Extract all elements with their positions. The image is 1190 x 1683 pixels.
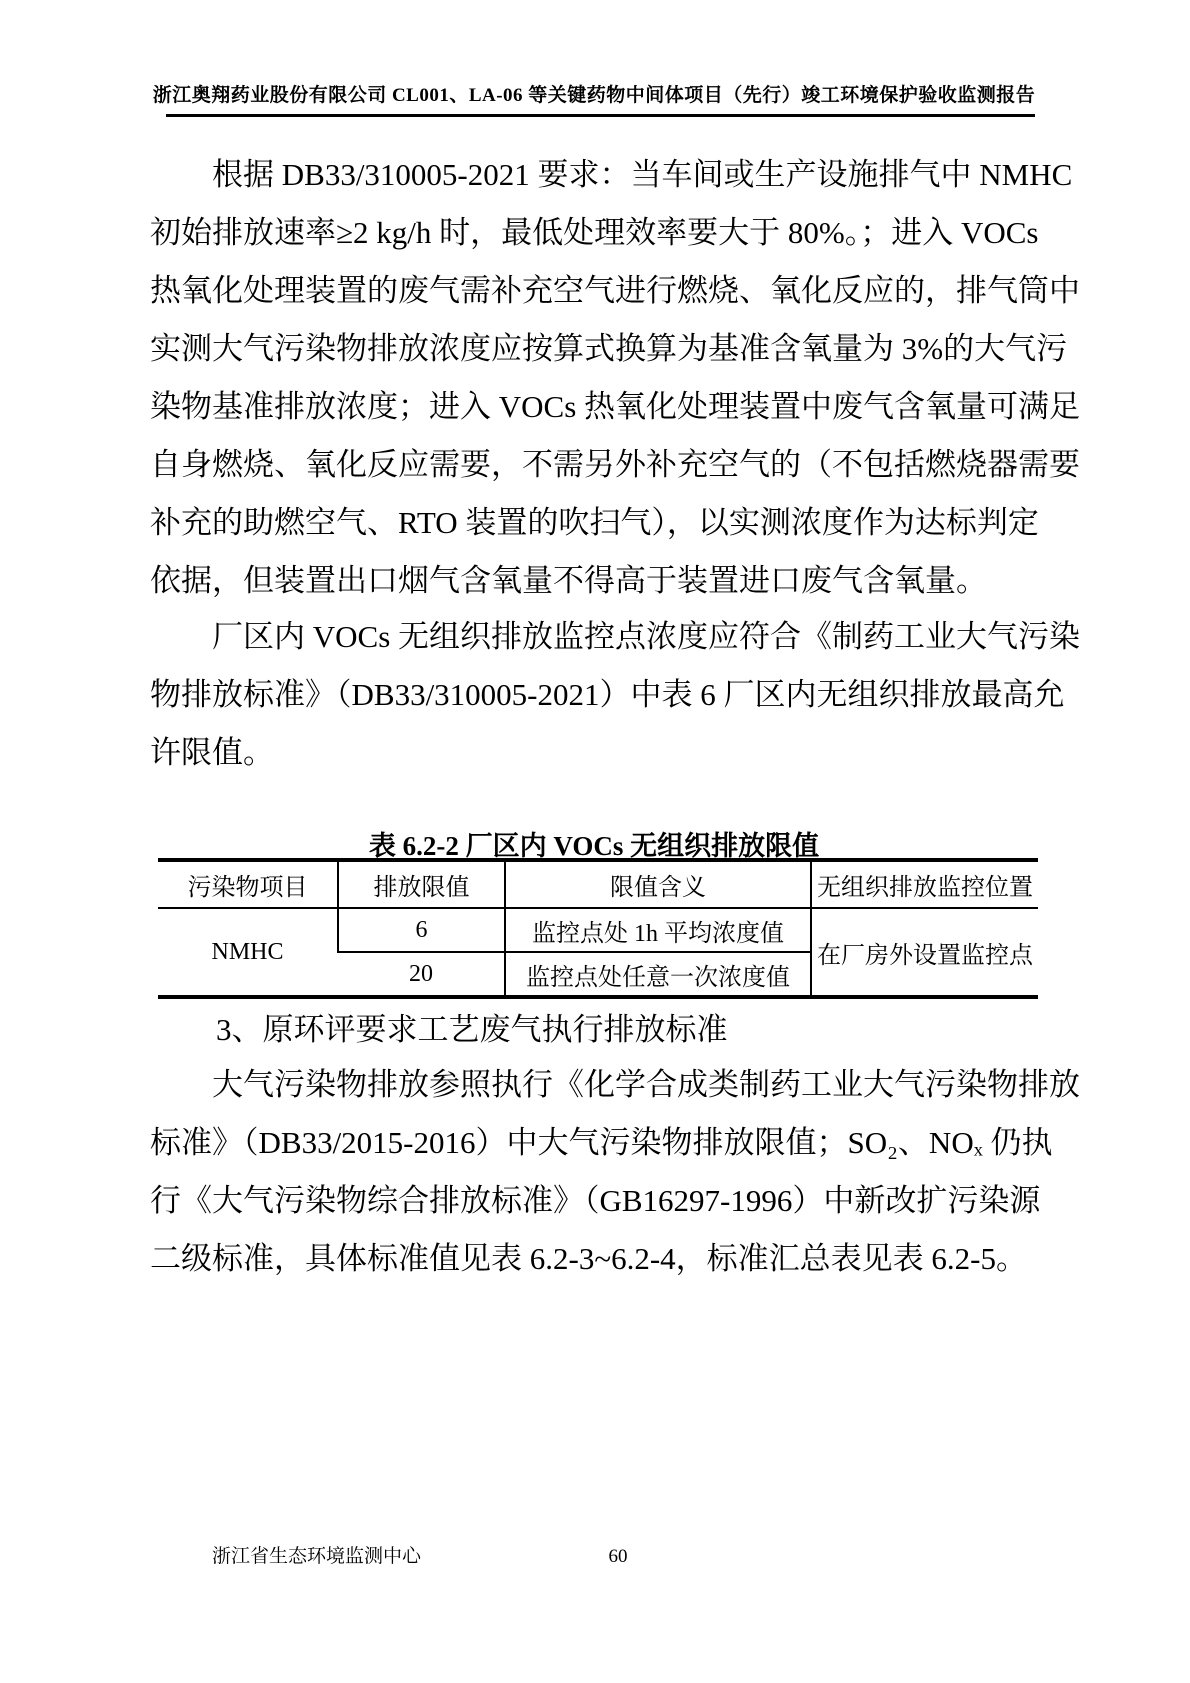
cell-monitor-location: 在厂房外设置监控点 — [811, 908, 1038, 997]
table-header-row — [158, 860, 1038, 908]
col-header-limit: 排放限值 — [338, 860, 505, 908]
text-line: 初始排放速率≥2 kg/h 时，最低处理效率要大于 80%。；进入 VOCs — [150, 215, 1039, 250]
text-line: 根据 DB33/310005-2021 要求：当车间或生产设施排气中 NMHC — [212, 157, 1073, 192]
cell-limit-1: 6 — [338, 908, 505, 952]
footer-organization: 浙江省生态环境监测中心 — [212, 1546, 422, 1567]
text-line: 二级标准，具体标准值见表 6.2-3~6.2-4，标准汇总表见表 6.2-5。 — [150, 1241, 1027, 1276]
section-heading-3: 3、原环评要求工艺废气执行排放标准 — [216, 1012, 728, 1047]
col-header-pollutant: 污染物项目 — [158, 860, 338, 908]
text-line: 染物基准排放浓度；进入 VOCs 热氧化处理装置中废气含氧量可满足 — [150, 389, 1081, 424]
text-line: 物排放标准》（DB33/310005-2021）中表 6 厂区内无组织排放最高允 — [150, 677, 1065, 712]
cell-pollutant: NMHC — [211, 938, 284, 965]
text-line: 行《大气污染物综合排放标准》（GB16297-1996）中新改扩污染源 — [150, 1183, 1041, 1218]
page-footer — [0, 1542, 1190, 1572]
cell-limit-2: 20 — [409, 960, 433, 987]
cell-meaning-2: 监控点处任意一次浓度值 — [505, 952, 811, 997]
text-line: 自身燃烧、氧化反应需要，不需另外补充空气的（不包括燃烧器需要 — [150, 447, 1080, 482]
voc-limits-table — [158, 858, 1038, 999]
cell-meaning-1: 监控点处 1h 平均浓度值 — [505, 908, 811, 952]
paragraph-fugitive-emission — [150, 608, 1081, 782]
text-line: 补充的助燃空气、RTO 装置的吹扫气），以实测浓度作为达标判定 — [150, 505, 1039, 540]
header-rule — [166, 114, 1035, 117]
col-header-location: 无组织排放监控位置 — [811, 860, 1038, 908]
text-line: 依据，但装置出口烟气含氧量不得高于装置进口废气含氧量。 — [150, 563, 987, 598]
paragraph-standards — [150, 1056, 1080, 1288]
running-header: 浙江奥翔药业股份有限公司 CL001、LA-06 等关键药物中间体项目（先行）竣工环境保护验收监测报告 — [152, 85, 1036, 106]
text-line: 标准》（DB33/2015-2016）中大气污染物排放限值；SO₂、NOₓ 仍执 — [150, 1125, 1053, 1160]
page-number: 60 — [608, 1546, 628, 1567]
text-line: 实测大气污染物排放浓度应按算式换算为基准含氧量为 3%的大气污 — [150, 331, 1068, 366]
text-line: 热氧化处理装置的废气需补充空气进行燃烧、氧化反应的，排气筒中 — [150, 273, 1080, 308]
table-row — [158, 908, 1038, 952]
table-caption: 表 6.2-2 厂区内 VOCs 无组织排放限值 — [368, 831, 820, 861]
text-line: 厂区内 VOCs 无组织排放监控点浓度应符合《制药工业大气污染 — [212, 619, 1081, 654]
text-line: 大气污染物排放参照执行《化学合成类制药工业大气污染物排放 — [212, 1067, 1080, 1102]
col-header-meaning: 限值含义 — [505, 860, 811, 908]
paragraph-requirements — [150, 146, 1081, 610]
text-line: 许限值。 — [150, 735, 274, 770]
